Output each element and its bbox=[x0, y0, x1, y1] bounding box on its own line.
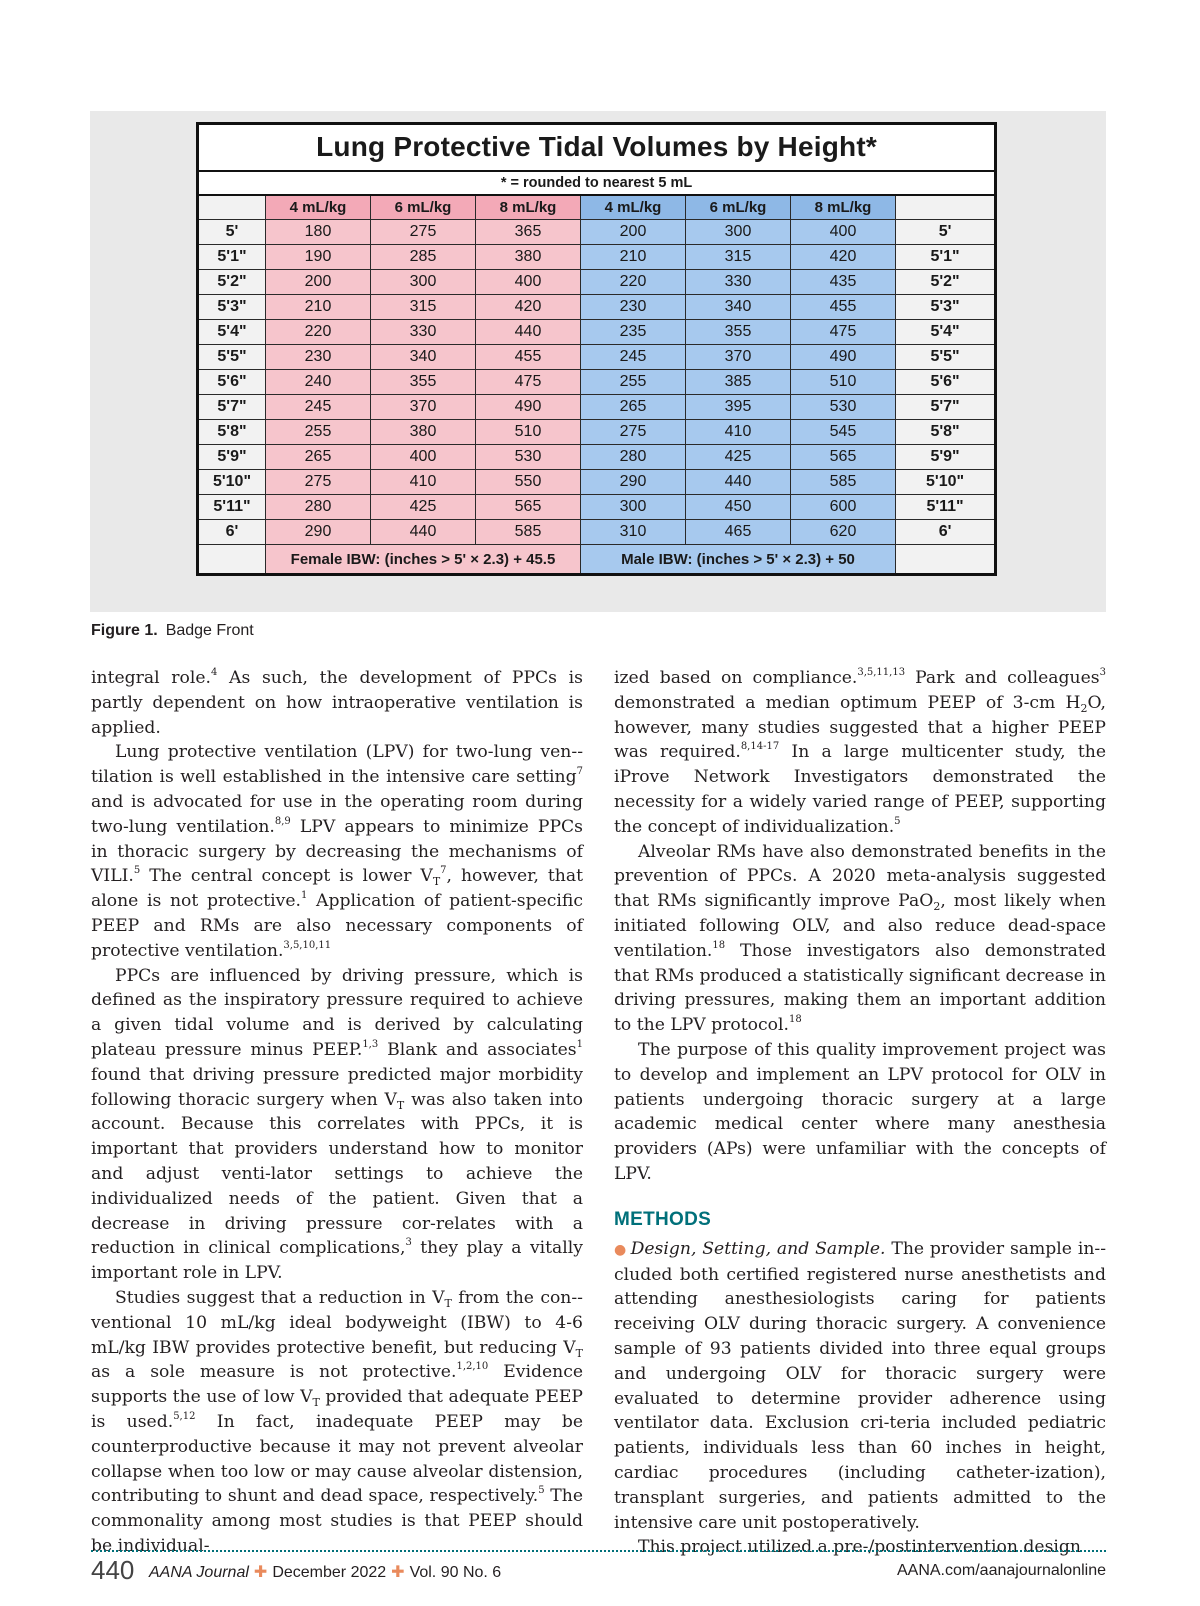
female-volume-cell: 455 bbox=[476, 345, 581, 370]
footer-divider bbox=[91, 1550, 1106, 1552]
height-label: 5'10" bbox=[896, 470, 996, 495]
table-row bbox=[198, 270, 996, 295]
table-row bbox=[198, 320, 996, 345]
table-row bbox=[198, 495, 996, 520]
table-row bbox=[198, 470, 996, 495]
table-footer-row bbox=[198, 545, 996, 575]
paragraph: The purpose of this quality improvement project was to develop and implement an LPV protocol for OLV in patients undergoing thoracic surgery at a large academic medical center where many anesthesia providers (APs) were unfamiliar with the concepts of LPV. bbox=[614, 1039, 1106, 1184]
header-male-8: 8 mL/kg bbox=[791, 195, 896, 220]
female-volume-cell: 275 bbox=[371, 220, 476, 245]
female-volume-cell: 340 bbox=[371, 345, 476, 370]
height-label: 5'6" bbox=[198, 370, 266, 395]
female-volume-cell: 355 bbox=[371, 370, 476, 395]
paragraph: This project utilized a pre-/postintervention design bbox=[638, 1537, 1081, 1558]
female-ibw-formula: Female IBW: (inches > 5' × 2.3) + 45.5 bbox=[266, 545, 581, 575]
male-volume-cell: 435 bbox=[791, 270, 896, 295]
male-volume-cell: 565 bbox=[791, 445, 896, 470]
female-volume-cell: 290 bbox=[266, 520, 371, 545]
male-volume-cell: 315 bbox=[686, 245, 791, 270]
female-volume-cell: 380 bbox=[371, 420, 476, 445]
male-volume-cell: 280 bbox=[581, 445, 686, 470]
paragraph: integral role.$^4$ As such, the development of PPCs is partly dependent on how intraoperative ventilation is applied. bbox=[91, 667, 583, 738]
male-volume-cell: 475 bbox=[791, 320, 896, 345]
height-label: 5'5" bbox=[198, 345, 266, 370]
height-label: 5'1" bbox=[896, 245, 996, 270]
female-volume-cell: 420 bbox=[476, 295, 581, 320]
header-female-6: 6 mL/kg bbox=[371, 195, 476, 220]
male-volume-cell: 235 bbox=[581, 320, 686, 345]
male-volume-cell: 465 bbox=[686, 520, 791, 545]
female-volume-cell: 275 bbox=[266, 470, 371, 495]
male-volume-cell: 400 bbox=[791, 220, 896, 245]
female-volume-cell: 550 bbox=[476, 470, 581, 495]
header-female-4: 4 mL/kg bbox=[266, 195, 371, 220]
paragraph: Studies suggest that a reduction in $V_T$ from the con-ventional 10 mL/kg ideal bodyweight (IBW) to 4-6 mL/kg IBW provides protective benefit, but reducing $V_T$ as a sole measure is not protective.$^{1,2,10}$ Evidence supports the use of low $V_T$ provided that adequate PEEP is used.$^{5,12}$ In fact, inadequate PEEP may be counterproductive because it may not prevent alveolar collapse when too low or may cause alveolar distension, contributing to shunt and dead space, respectively.$^5$ The commonality among most studies is that PEEP should be individual- bbox=[91, 1287, 583, 1556]
female-volume-cell: 370 bbox=[371, 395, 476, 420]
table-row bbox=[198, 520, 996, 545]
male-volume-cell: 220 bbox=[581, 270, 686, 295]
height-label: 6' bbox=[198, 520, 266, 545]
female-volume-cell: 255 bbox=[266, 420, 371, 445]
male-volume-cell: 425 bbox=[686, 445, 791, 470]
male-volume-cell: 245 bbox=[581, 345, 686, 370]
female-volume-cell: 210 bbox=[266, 295, 371, 320]
male-volume-cell: 440 bbox=[686, 470, 791, 495]
height-label: 5'2" bbox=[896, 270, 996, 295]
female-volume-cell: 410 bbox=[371, 470, 476, 495]
footer-empty-left bbox=[198, 545, 266, 575]
male-volume-cell: 330 bbox=[686, 270, 791, 295]
female-volume-cell: 425 bbox=[371, 495, 476, 520]
female-volume-cell: 245 bbox=[266, 395, 371, 420]
female-volume-cell: 400 bbox=[371, 445, 476, 470]
female-volume-cell: 285 bbox=[371, 245, 476, 270]
table-row bbox=[198, 345, 996, 370]
header-female-8: 8 mL/kg bbox=[476, 195, 581, 220]
plus-icon: ✚ bbox=[253, 1564, 268, 1581]
page-number: 440 bbox=[91, 1555, 135, 1585]
plus-icon: ✚ bbox=[391, 1564, 405, 1581]
female-volume-cell: 200 bbox=[266, 270, 371, 295]
height-label: 5'3" bbox=[896, 295, 996, 320]
height-label: 5'8" bbox=[896, 420, 996, 445]
female-volume-cell: 230 bbox=[266, 345, 371, 370]
table-row bbox=[198, 220, 996, 245]
height-label: 5'7" bbox=[198, 395, 266, 420]
male-volume-cell: 600 bbox=[791, 495, 896, 520]
male-volume-cell: 370 bbox=[686, 345, 791, 370]
figure-caption bbox=[91, 622, 254, 640]
bullet-icon: ● bbox=[614, 1241, 627, 1258]
table-row bbox=[198, 395, 996, 420]
female-volume-cell: 475 bbox=[476, 370, 581, 395]
header-empty-left bbox=[198, 195, 266, 220]
female-volume-cell: 565 bbox=[476, 495, 581, 520]
journal-name: AANA Journal bbox=[149, 1564, 249, 1581]
journal-info bbox=[149, 1562, 501, 1582]
height-label: 5'8" bbox=[198, 420, 266, 445]
paragraph: ● Design, Setting, and Sample. The provider sample in-cluded both certified registered nurse anesthetists and attending anesthesiologists caring for patients receiving OLV during thoracic surgery. A convenience sample of 93 patients divided into three equal groups and undergoing OLV for thoracic surgery were evaluated to determine provider adherence using ventilator data. Exclusion cri-teria included pediatric patients, individuals less than 60 inches in height, cardiac procedures (including catheter-ization), transplant surgeries, and patients admitted to the intensive care unit postoperatively. bbox=[614, 1238, 1107, 1533]
table-header-row bbox=[198, 195, 996, 220]
female-volume-cell: 300 bbox=[371, 270, 476, 295]
paragraph: Lung protective ventilation (LPV) for two-lung ven-tilation is well established in the intensive care setting$^7$ and is advocated for use in the operating room during two-lung ventilation.$^{8,9}$ LPV appears to minimize PPCs in thoracic surgery by decreasing the mechanisms of VILI.$^5$ The central concept is lower $V_T^7$, however, that alone is not protective.$^1$ Application of patient-specific PEEP and RMs are also necessary components of protective ventilation.$^{3,5,10,11}$ bbox=[91, 742, 583, 961]
female-volume-cell: 220 bbox=[266, 320, 371, 345]
male-volume-cell: 455 bbox=[791, 295, 896, 320]
tidal-volume-table bbox=[196, 122, 997, 576]
male-ibw-formula: Male IBW: (inches > 5' × 2.3) + 50 bbox=[581, 545, 896, 575]
male-volume-cell: 530 bbox=[791, 395, 896, 420]
male-volume-cell: 275 bbox=[581, 420, 686, 445]
left-column bbox=[91, 666, 583, 1559]
male-volume-cell: 300 bbox=[686, 220, 791, 245]
height-label: 5'9" bbox=[198, 445, 266, 470]
male-volume-cell: 585 bbox=[791, 470, 896, 495]
female-volume-cell: 585 bbox=[476, 520, 581, 545]
female-volume-cell: 380 bbox=[476, 245, 581, 270]
female-volume-cell: 440 bbox=[371, 520, 476, 545]
height-label: 5'7" bbox=[896, 395, 996, 420]
female-volume-cell: 180 bbox=[266, 220, 371, 245]
run-in-heading: Design, Setting, and Sample. bbox=[630, 1238, 886, 1259]
height-label: 5'4" bbox=[896, 320, 996, 345]
table-subtitle: * = rounded to nearest 5 mL bbox=[198, 171, 996, 195]
header-empty-right bbox=[896, 195, 996, 220]
paragraph: Alveolar RMs have also demonstrated benefits in the prevention of PPCs. A 2020 meta-analysis suggested that RMs significantly improve PaO$_2$, most likely when initiated following OLV, and also reduce dead-space ventilation.$^{18}$ Those investigators also demonstrated that RMs produced a statistically significant decrease in driving pressures, making them an important addition to the LPV protocol.$^{18}$ bbox=[614, 841, 1106, 1036]
male-volume-cell: 265 bbox=[581, 395, 686, 420]
male-volume-cell: 410 bbox=[686, 420, 791, 445]
paragraph: PPCs are influenced by driving pressure, which is defined as the inspiratory pressure required to achieve a given tidal volume and is derived by calculating plateau pressure minus PEEP.$^{1,3}$ Blank and associates$^1$ found that driving pressure predicted major morbidity following thoracic surgery when $V_T$ was also taken into account. Because this correlates with PPCs, it is important that providers understand how to monitor and adjust venti-lator settings to achieve the individualized needs of the patient. Given that a decrease in driving pressure cor-relates with a reduction in clinical complications,$^3$ they play a vitally important role in LPV. bbox=[91, 965, 584, 1284]
male-volume-cell: 300 bbox=[581, 495, 686, 520]
header-male-4: 4 mL/kg bbox=[581, 195, 686, 220]
height-label: 5'11" bbox=[198, 495, 266, 520]
table-row bbox=[198, 420, 996, 445]
height-label: 5'4" bbox=[198, 320, 266, 345]
female-volume-cell: 315 bbox=[371, 295, 476, 320]
female-volume-cell: 190 bbox=[266, 245, 371, 270]
male-volume-cell: 255 bbox=[581, 370, 686, 395]
male-volume-cell: 230 bbox=[581, 295, 686, 320]
height-label: 5'11" bbox=[896, 495, 996, 520]
issue-date: December 2022 bbox=[272, 1564, 387, 1581]
male-volume-cell: 200 bbox=[581, 220, 686, 245]
height-label: 5'6" bbox=[896, 370, 996, 395]
table-row bbox=[198, 295, 996, 320]
height-label: 5'3" bbox=[198, 295, 266, 320]
paragraph: ized based on compliance.$^{3,5,11,13}$ Park and colleagues$^3$ demonstrated a median optimum PEEP of 3-cm $H_2O$, however, many studies suggested that a higher PEEP was required.$^{8,14-17}$ In a large multicenter study, the iProve Network Investigators demonstrated the necessity for a widely varied range of PEEP, supporting the concept of individualization.$^5$ bbox=[614, 667, 1106, 837]
female-volume-cell: 490 bbox=[476, 395, 581, 420]
female-volume-cell: 280 bbox=[266, 495, 371, 520]
female-volume-cell: 330 bbox=[371, 320, 476, 345]
height-label: 5' bbox=[198, 220, 266, 245]
table-title: Lung Protective Tidal Volumes by Height* bbox=[198, 124, 996, 171]
male-volume-cell: 510 bbox=[791, 370, 896, 395]
height-label: 5'1" bbox=[198, 245, 266, 270]
footer-empty-right bbox=[896, 545, 996, 575]
height-label: 5'5" bbox=[896, 345, 996, 370]
male-volume-cell: 355 bbox=[686, 320, 791, 345]
male-volume-cell: 545 bbox=[791, 420, 896, 445]
female-volume-cell: 365 bbox=[476, 220, 581, 245]
right-column bbox=[614, 666, 1106, 1560]
table-row bbox=[198, 445, 996, 470]
volume-info: Vol. 90 No. 6 bbox=[409, 1564, 502, 1581]
female-volume-cell: 265 bbox=[266, 445, 371, 470]
height-label: 5'10" bbox=[198, 470, 266, 495]
male-volume-cell: 210 bbox=[581, 245, 686, 270]
female-volume-cell: 240 bbox=[266, 370, 371, 395]
female-volume-cell: 530 bbox=[476, 445, 581, 470]
male-volume-cell: 620 bbox=[791, 520, 896, 545]
height-label: 5'9" bbox=[896, 445, 996, 470]
height-label: 5' bbox=[896, 220, 996, 245]
female-volume-cell: 400 bbox=[476, 270, 581, 295]
male-volume-cell: 450 bbox=[686, 495, 791, 520]
height-label: 6' bbox=[896, 520, 996, 545]
figure-caption-text: Badge Front bbox=[165, 622, 254, 639]
female-volume-cell: 510 bbox=[476, 420, 581, 445]
journal-url[interactable]: AANA.com/aanajournalonline bbox=[896, 1562, 1106, 1579]
male-volume-cell: 340 bbox=[686, 295, 791, 320]
male-volume-cell: 385 bbox=[686, 370, 791, 395]
male-volume-cell: 420 bbox=[791, 245, 896, 270]
figure-caption-label: Figure 1. bbox=[91, 622, 158, 639]
male-volume-cell: 395 bbox=[686, 395, 791, 420]
male-volume-cell: 310 bbox=[581, 520, 686, 545]
male-volume-cell: 290 bbox=[581, 470, 686, 495]
male-volume-cell: 490 bbox=[791, 345, 896, 370]
page-footer bbox=[91, 1555, 1106, 1587]
methods-heading: METHODS bbox=[614, 1208, 712, 1230]
height-label: 5'2" bbox=[198, 270, 266, 295]
table-row bbox=[198, 370, 996, 395]
table-row bbox=[198, 245, 996, 270]
header-male-6: 6 mL/kg bbox=[686, 195, 791, 220]
female-volume-cell: 440 bbox=[476, 320, 581, 345]
